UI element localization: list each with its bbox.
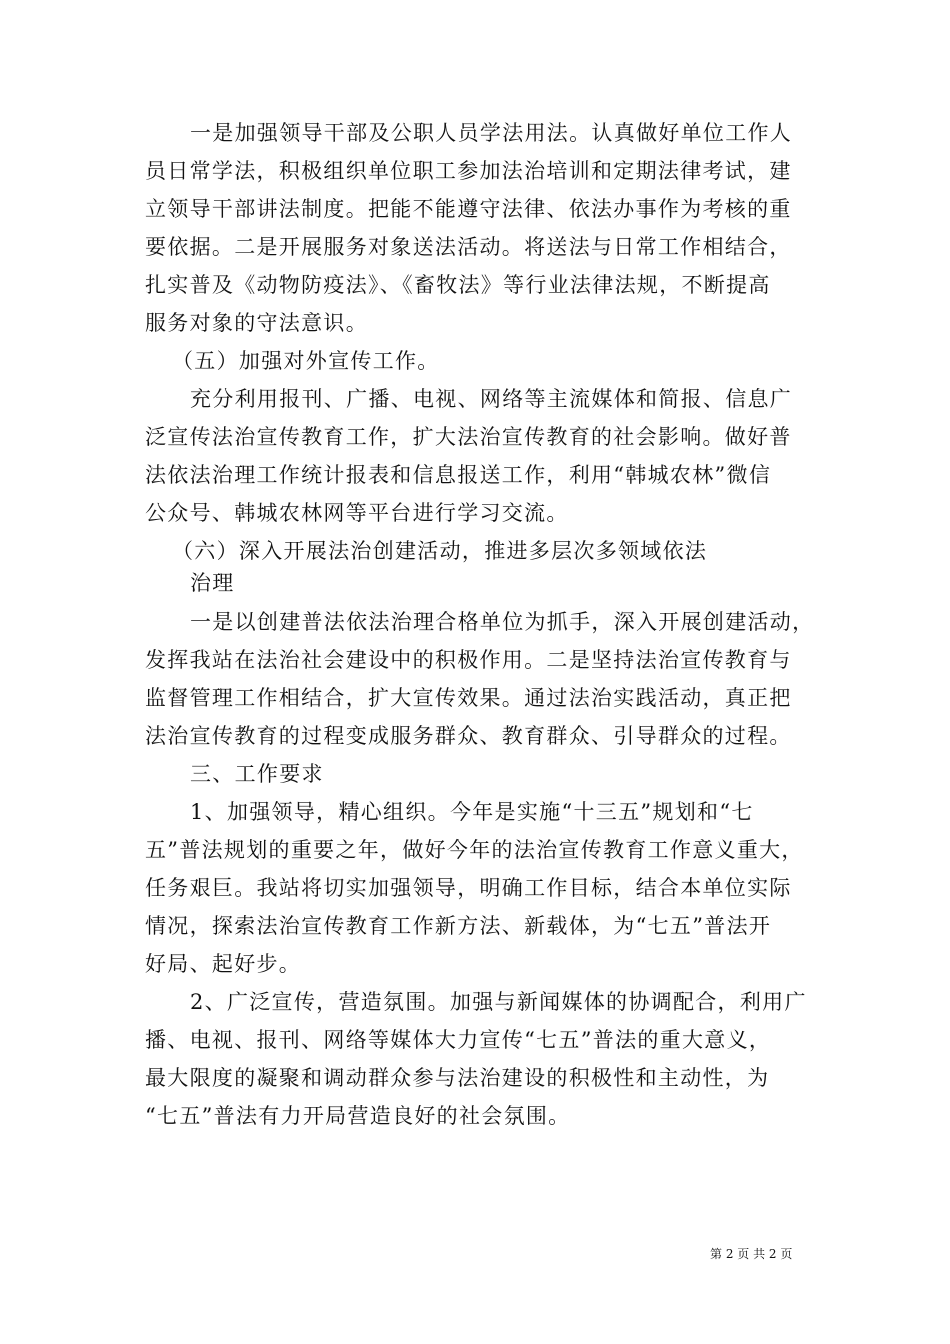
paragraph-line: 监督管理工作相结合，扩大宣传效果。通过法治实践活动，真正把: [145, 686, 792, 710]
section-heading: （六）深入开展法治创建活动，推进多层次多领域依法: [172, 539, 708, 563]
paragraph-line: 服务对象的守法意识。: [145, 311, 368, 335]
paragraph-line: 要依据。二是开展服务对象送法活动。将送法与日常工作相结合，: [145, 235, 792, 259]
paragraph-line: 员日常学法，积极组织单位职工参加法治培训和定期法律考试，建: [145, 159, 792, 183]
paragraph-line: 任务艰巨。我站将切实加强领导，明确工作目标，结合本单位实际: [145, 876, 792, 900]
paragraph-line: “七五”普法有力开局营造良好的社会氛围。: [145, 1104, 571, 1128]
paragraph-line: 扎实普及《动物防疫法》、《畜牧法》等行业法律法规，不断提高: [145, 273, 771, 297]
paragraph-line: 泛宣传法治宣传教育工作，扩大法治宣传教育的社会影响。做好普: [145, 425, 792, 449]
paragraph-line: 播、电视、报刊、网络等媒体大力宣传“七五”普法的重大意义，: [145, 1028, 772, 1052]
paragraph-line: 一是以创建普法依法治理合格单位为抓手，深入开展创建活动，: [190, 610, 815, 634]
page-number: 第 2 页 共 2 页: [710, 1247, 793, 1261]
section-heading: 三、工作要求: [190, 762, 324, 786]
section-heading-continued: 治理: [190, 571, 235, 595]
paragraph-line: 好局、起好步。: [145, 952, 302, 976]
paragraph-line: 1、加强领导，精心组织。今年是实施“十三五”规划和“七: [190, 800, 754, 824]
paragraph-line: 公众号、韩城农林网等平台进行学习交流。: [145, 501, 569, 525]
paragraph-line: 立领导干部讲法制度。把能不能遵守法律、依法办事作为考核的重: [145, 197, 792, 221]
paragraph-line: 最大限度的凝聚和调动群众参与法治建设的积极性和主动性，为: [145, 1066, 770, 1090]
paragraph-line: 法治宣传教育的过程变成服务群众、教育群众、引导群众的过程。: [145, 724, 792, 748]
section-heading: （五）加强对外宣传工作。: [172, 349, 440, 373]
paragraph-line: 法依法治理工作统计报表和信息报送工作，利用“韩城农林”微信: [145, 463, 772, 487]
paragraph-line: 发挥我站在法治社会建设中的积极作用。二是坚持法治宣传教育与: [145, 648, 792, 672]
paragraph-line: 充分利用报刊、广播、电视、网络等主流媒体和简报、信息广: [190, 387, 793, 411]
paragraph-line: 情况，探索法治宣传教育工作新方法、新载体，为“七五”普法开: [145, 914, 772, 938]
paragraph-line: 五”普法规划的重要之年，做好今年的法治宣传教育工作意义重大，: [145, 838, 804, 862]
paragraph-line: 2、广泛宣传，营造氛围。加强与新闻媒体的协调配合，利用广: [190, 990, 807, 1014]
paragraph-line: 一是加强领导干部及公职人员学法用法。认真做好单位工作人: [190, 121, 793, 145]
